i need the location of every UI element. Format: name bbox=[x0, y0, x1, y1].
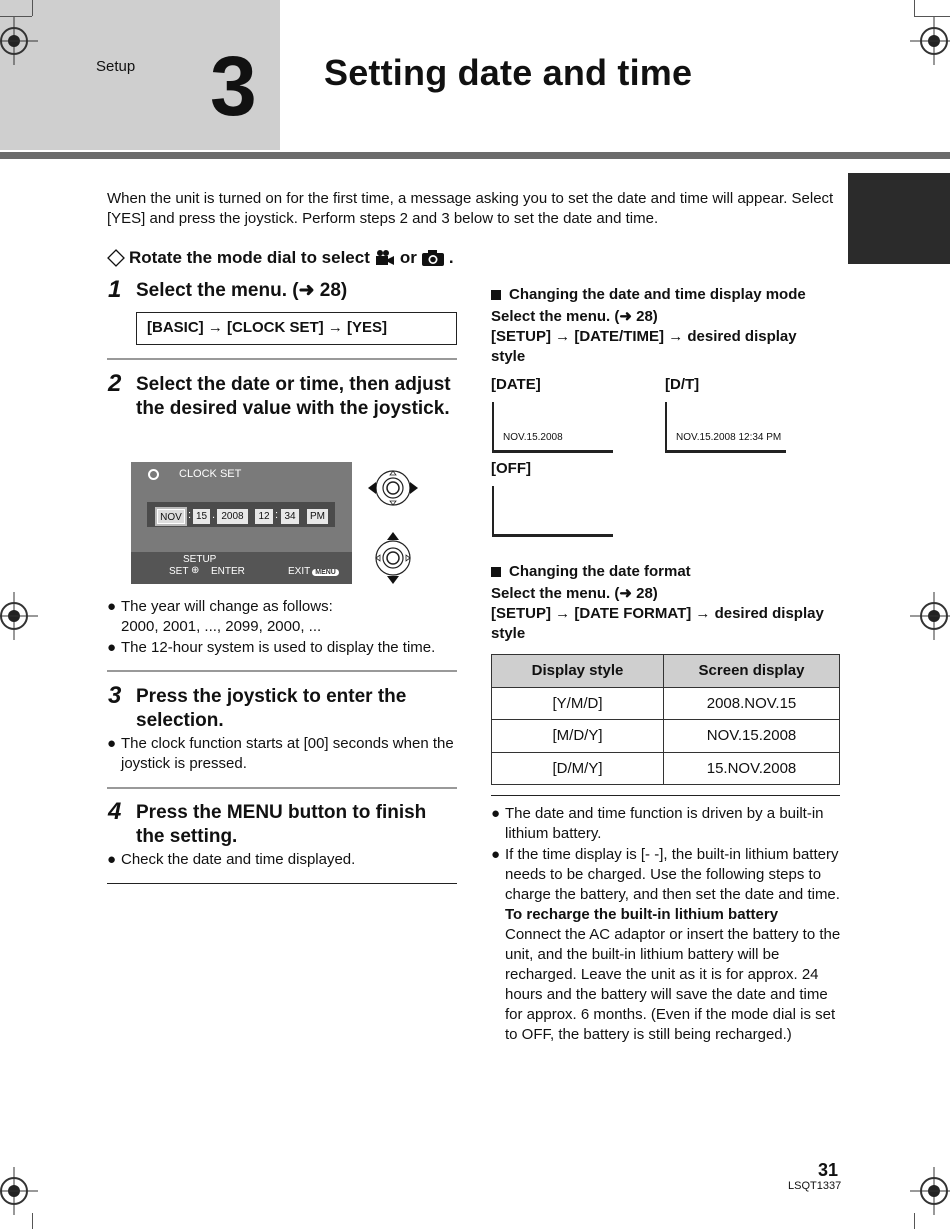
step-1-number: 1 bbox=[108, 276, 122, 303]
bullet-icon: ● bbox=[107, 639, 117, 656]
joystick-up-down-icon bbox=[371, 530, 415, 586]
step-4-number: 4 bbox=[108, 798, 122, 825]
registration-mark bbox=[920, 27, 948, 55]
precondition-text: Rotate the mode dial to select bbox=[129, 248, 370, 267]
precondition bbox=[107, 248, 454, 268]
registration-mark bbox=[920, 1177, 948, 1205]
note-year bbox=[121, 597, 461, 637]
date-format-heading bbox=[491, 563, 691, 580]
precondition-or: or bbox=[399, 248, 417, 267]
header-rule bbox=[0, 152, 950, 159]
step-3-text: Press the joystick to enter the selection. bbox=[136, 686, 407, 731]
date-format-table bbox=[491, 654, 840, 785]
page-title: Setting date and time bbox=[324, 52, 693, 93]
step-2-number: 2 bbox=[108, 370, 122, 397]
option-off-label: [OFF] bbox=[491, 460, 531, 477]
page-number: 31 bbox=[818, 1160, 839, 1180]
registration-mark bbox=[0, 1177, 28, 1205]
note-battery-1: The date and time function is driven by a built-in lithium battery. bbox=[505, 805, 824, 842]
registration-mark bbox=[0, 27, 28, 55]
clock-icon bbox=[148, 469, 159, 480]
menu-path-box: [BASIC] → [CLOCK SET] → [YES] bbox=[136, 312, 457, 345]
registration-mark bbox=[920, 602, 948, 630]
option-dt-preview bbox=[665, 402, 786, 453]
crop-line bbox=[32, 1213, 33, 1229]
note-year-line1: The year will change as follows: bbox=[121, 598, 333, 615]
step-4-text: Press the MENU button to finish the setting. bbox=[136, 802, 427, 847]
divider bbox=[491, 795, 840, 796]
year-field: 2008 bbox=[217, 509, 248, 524]
bullet-icon: ● bbox=[491, 846, 501, 863]
option-dt-label: [D/T] bbox=[665, 376, 700, 393]
day-field: 15 bbox=[193, 509, 210, 524]
bullet-icon: ● bbox=[107, 735, 117, 752]
step-1-text: Select the menu. (➜ 28) bbox=[136, 280, 348, 301]
table-header-row bbox=[492, 655, 840, 688]
square-bullet-icon bbox=[491, 567, 501, 577]
footer-set: SET bbox=[169, 566, 189, 577]
joystick-left-right-icon bbox=[366, 466, 420, 510]
step-3-note: The clock function starts at [00] seconds when the joystick is pressed. bbox=[121, 735, 454, 772]
note-hour-system: The 12-hour system is used to display the time. bbox=[121, 639, 436, 656]
minute-field: 34 bbox=[281, 509, 299, 524]
recharge-body: Connect the AC adaptor or insert the battery to the unit, and the built-in lithium battery will be recharged. Leave the unit as it is for approx. 24 hours and the battery will save the date and time for approx. 6 months. (Even if the mode dial is set to OFF, the battery is still being recharged.) bbox=[505, 926, 841, 1043]
month-field: NOV bbox=[157, 509, 185, 524]
table-cell: NOV.15.2008 bbox=[664, 720, 840, 753]
divider bbox=[107, 787, 457, 789]
step-3-number: 3 bbox=[108, 682, 122, 709]
divider bbox=[107, 670, 457, 672]
separator: : bbox=[275, 509, 279, 521]
option-date-label: [DATE] bbox=[491, 376, 541, 393]
table-row bbox=[492, 720, 840, 753]
footer-setup: SETUP bbox=[183, 554, 217, 565]
crop-line bbox=[914, 0, 915, 16]
date-format-select-menu: Select the menu. (➜ 28) bbox=[491, 585, 658, 602]
option-off-preview bbox=[492, 486, 613, 537]
table-cell: 2008.NOV.15 bbox=[664, 687, 840, 720]
intro-text: When the unit is turned on for the first time, a message asking you to set the date and time will appear. Select [YES] and press the joystick. Perform steps 2 and 3 below to set the date and time. bbox=[107, 190, 834, 227]
note-battery-2 bbox=[505, 845, 841, 1045]
display-mode-heading-text: Changing the date and time display mode bbox=[509, 286, 806, 303]
clock-set-screen bbox=[131, 462, 352, 584]
document-code: LSQT1337 bbox=[788, 1180, 842, 1192]
footer-exit: EXIT bbox=[288, 566, 311, 577]
still-camera-icon bbox=[421, 249, 445, 267]
table-cell: [D/M/Y] bbox=[492, 752, 664, 785]
option-date-sample: NOV.15.2008 bbox=[503, 432, 563, 443]
section-label: Setup bbox=[96, 58, 136, 75]
footer-enter: ENTER bbox=[211, 566, 245, 577]
crop-line bbox=[914, 16, 950, 17]
joystick-mini-icon: ⊕ bbox=[191, 565, 200, 576]
footer-exit-group bbox=[288, 566, 339, 577]
option-date-preview bbox=[492, 402, 613, 453]
separator: : bbox=[188, 509, 192, 521]
table-header-cell: Screen display bbox=[664, 655, 840, 688]
recharge-heading: To recharge the built-in lithium battery bbox=[505, 906, 779, 923]
crop-line bbox=[914, 1213, 915, 1229]
table-row bbox=[492, 687, 840, 720]
table-header-cell: Display style bbox=[492, 655, 664, 688]
separator: . bbox=[212, 509, 216, 521]
crop-line bbox=[32, 0, 33, 16]
table-cell: [Y/M/D] bbox=[492, 687, 664, 720]
crop-line bbox=[0, 16, 32, 17]
divider bbox=[107, 883, 457, 884]
display-mode-select-menu: Select the menu. (➜ 28) bbox=[491, 308, 658, 325]
clock-set-title: CLOCK SET bbox=[179, 468, 242, 480]
bullet-icon: ● bbox=[107, 851, 117, 868]
ampm-field: PM bbox=[307, 509, 328, 524]
display-mode-path: [SETUP] → [DATE/TIME] → desired display style bbox=[491, 328, 797, 365]
menu-badge: MENU bbox=[312, 569, 339, 576]
divider bbox=[107, 358, 457, 360]
side-tab bbox=[848, 173, 950, 264]
note-year-line2: 2000, 2001, ..., 2099, 2000, ... bbox=[121, 618, 322, 635]
square-bullet-icon bbox=[491, 290, 501, 300]
bullet-icon: ● bbox=[491, 805, 501, 822]
diamond-icon bbox=[107, 249, 125, 267]
date-format-heading-text: Changing the date format bbox=[509, 563, 691, 580]
step-4-note: Check the date and time displayed. bbox=[121, 851, 356, 868]
video-camera-icon bbox=[374, 249, 396, 267]
registration-mark bbox=[0, 602, 28, 630]
chapter-number: 3 bbox=[210, 39, 257, 133]
hour-field: 12 bbox=[255, 509, 273, 524]
precondition-suffix: . bbox=[448, 248, 454, 267]
table-row bbox=[492, 752, 840, 785]
step-2-text: Select the date or time, then adjust the desired value with the joystick. bbox=[136, 374, 451, 419]
bullet-icon: ● bbox=[107, 598, 117, 615]
table-cell: [M/D/Y] bbox=[492, 720, 664, 753]
display-mode-heading bbox=[491, 286, 806, 303]
note-battery-2-text: If the time display is [- -], the built-in lithium battery needs to be charged. Use the following steps to charge the battery, and then set the date and time. bbox=[505, 846, 840, 903]
table-cell: 15.NOV.2008 bbox=[664, 752, 840, 785]
option-dt-sample: NOV.15.2008 12:34 PM bbox=[676, 432, 782, 443]
date-format-path: [SETUP] → [DATE FORMAT] → desired display style bbox=[491, 605, 824, 642]
